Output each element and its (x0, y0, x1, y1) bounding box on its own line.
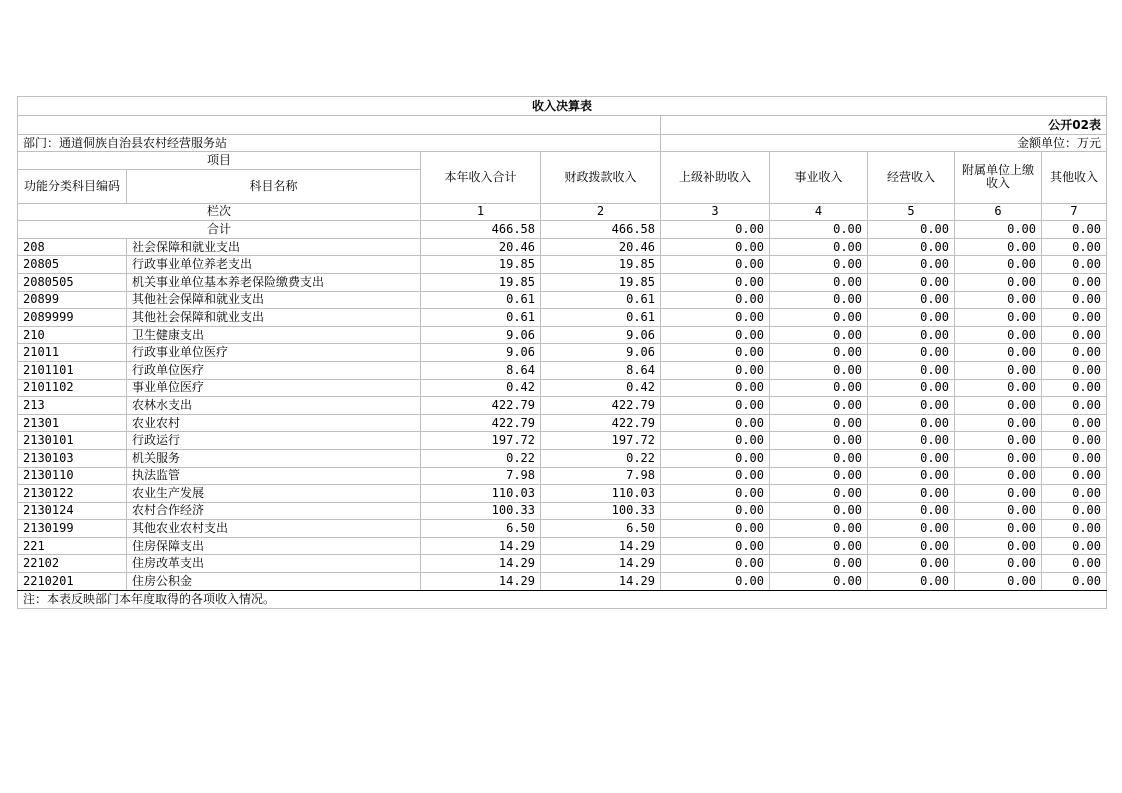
amount-cell: 0.00 (661, 414, 770, 432)
amount-cell: 0.00 (661, 397, 770, 415)
amount-cell: 0.00 (770, 432, 868, 450)
column-number-label: 栏次 (18, 203, 421, 221)
amount-cell: 0.00 (1042, 344, 1107, 362)
amount-cell: 14.29 (421, 537, 541, 555)
unit-label: 金额单位：万元 (661, 135, 1107, 152)
subject-name: 行政事业单位养老支出 (127, 256, 421, 274)
total-value: 466.58 (421, 221, 541, 239)
amount-cell: 0.22 (541, 449, 661, 467)
amount-cell: 0.00 (868, 555, 955, 573)
total-label: 合计 (18, 221, 421, 239)
amount-cell: 0.00 (1042, 555, 1107, 573)
amount-cell: 0.00 (868, 537, 955, 555)
amount-cell: 20.46 (541, 238, 661, 256)
table-row (18, 520, 1107, 538)
amount-cell: 0.00 (661, 537, 770, 555)
amount-cell: 9.06 (421, 344, 541, 362)
amount-cell: 19.85 (421, 256, 541, 274)
subject-name: 执法监管 (127, 467, 421, 485)
amount-cell: 110.03 (541, 485, 661, 503)
amount-cell: 422.79 (541, 414, 661, 432)
column-number: 5 (868, 203, 955, 221)
amount-cell: 0.00 (1042, 485, 1107, 503)
amount-cell: 0.00 (955, 520, 1042, 538)
amount-cell: 0.00 (770, 238, 868, 256)
total-row (18, 221, 1107, 239)
amount-cell: 0.00 (868, 432, 955, 450)
amount-cell: 0.00 (1042, 291, 1107, 309)
table-number: 公开02表 (661, 116, 1107, 135)
amount-cell: 0.00 (1042, 397, 1107, 415)
amount-cell: 0.00 (868, 344, 955, 362)
amount-cell: 0.00 (868, 467, 955, 485)
total-value: 0.00 (955, 221, 1042, 239)
amount-cell: 0.00 (868, 361, 955, 379)
amount-cell: 0.00 (955, 379, 1042, 397)
subject-code: 20805 (18, 256, 127, 274)
table-row (18, 467, 1107, 485)
amount-cell: 8.64 (541, 361, 661, 379)
amount-cell: 0.61 (541, 309, 661, 327)
subject-code: 208 (18, 238, 127, 256)
amount-cell: 14.29 (541, 555, 661, 573)
amount-cell: 0.00 (661, 238, 770, 256)
amount-cell: 0.00 (955, 344, 1042, 362)
table-note: 注：本表反映部门本年度取得的各项收入情况。 (18, 590, 1107, 608)
amount-cell: 0.00 (661, 485, 770, 503)
amount-cell: 0.00 (661, 502, 770, 520)
amount-cell: 9.06 (541, 326, 661, 344)
subject-name: 行政单位医疗 (127, 361, 421, 379)
amount-cell: 19.85 (541, 273, 661, 291)
amount-cell: 0.00 (1042, 379, 1107, 397)
subject-code: 21011 (18, 344, 127, 362)
amount-cell: 0.00 (770, 467, 868, 485)
amount-cell: 0.00 (770, 326, 868, 344)
column-number: 6 (955, 203, 1042, 221)
amount-cell: 0.00 (661, 467, 770, 485)
amount-cell: 0.00 (661, 256, 770, 274)
amount-cell: 0.00 (661, 273, 770, 291)
header-total: 本年收入合计 (421, 152, 541, 204)
subject-code: 2130101 (18, 432, 127, 450)
amount-cell: 14.29 (421, 573, 541, 591)
subject-name: 行政事业单位医疗 (127, 344, 421, 362)
subject-name: 农业生产发展 (127, 485, 421, 503)
header-item: 项目 (18, 152, 421, 170)
amount-cell: 100.33 (421, 502, 541, 520)
table-row (18, 432, 1107, 450)
note-row (18, 590, 1107, 608)
amount-cell: 100.33 (541, 502, 661, 520)
total-value: 0.00 (661, 221, 770, 239)
amount-cell: 0.00 (955, 361, 1042, 379)
amount-cell: 0.42 (421, 379, 541, 397)
subject-code: 2089999 (18, 309, 127, 327)
amount-cell: 0.00 (1042, 467, 1107, 485)
column-number: 7 (1042, 203, 1107, 221)
amount-cell: 197.72 (421, 432, 541, 450)
amount-cell: 0.00 (770, 344, 868, 362)
amount-cell: 0.00 (955, 467, 1042, 485)
amount-cell: 0.00 (770, 379, 868, 397)
amount-cell: 0.00 (868, 309, 955, 327)
table-row (18, 555, 1107, 573)
amount-cell: 0.00 (661, 432, 770, 450)
amount-cell: 20.46 (421, 238, 541, 256)
subject-name: 社会保障和就业支出 (127, 238, 421, 256)
amount-cell: 0.00 (1042, 573, 1107, 591)
table-row (18, 256, 1107, 274)
amount-cell: 0.00 (661, 573, 770, 591)
subject-code: 22102 (18, 555, 127, 573)
subject-name: 农林水支出 (127, 397, 421, 415)
amount-cell: 0.00 (770, 485, 868, 503)
table-title: 收入决算表 (18, 97, 1107, 116)
subject-name: 卫生健康支出 (127, 326, 421, 344)
amount-cell: 0.00 (1042, 309, 1107, 327)
amount-cell: 0.00 (770, 520, 868, 538)
table-row (18, 361, 1107, 379)
amount-cell: 0.22 (421, 449, 541, 467)
amount-cell: 19.85 (541, 256, 661, 274)
total-value: 466.58 (541, 221, 661, 239)
amount-cell: 0.00 (955, 309, 1042, 327)
subject-code: 210 (18, 326, 127, 344)
amount-cell: 422.79 (541, 397, 661, 415)
amount-cell: 0.00 (1042, 273, 1107, 291)
subject-name: 事业单位医疗 (127, 379, 421, 397)
subject-name: 农业农村 (127, 414, 421, 432)
amount-cell: 14.29 (541, 537, 661, 555)
amount-cell: 0.00 (1042, 361, 1107, 379)
amount-cell: 0.00 (955, 432, 1042, 450)
amount-cell: 0.00 (770, 502, 868, 520)
column-number: 1 (421, 203, 541, 221)
amount-cell: 422.79 (421, 397, 541, 415)
subject-name: 其他社会保障和就业支出 (127, 291, 421, 309)
amount-cell: 0.00 (770, 537, 868, 555)
amount-cell: 0.00 (661, 555, 770, 573)
amount-cell: 0.00 (661, 309, 770, 327)
header-affiliate: 附属单位上缴收入 (955, 152, 1042, 204)
amount-cell: 0.00 (955, 397, 1042, 415)
amount-cell: 0.00 (955, 326, 1042, 344)
amount-cell: 0.00 (1042, 414, 1107, 432)
subject-code: 2080505 (18, 273, 127, 291)
amount-cell: 0.00 (1042, 326, 1107, 344)
amount-cell: 0.00 (955, 502, 1042, 520)
subject-name: 机关服务 (127, 449, 421, 467)
subject-code: 2101101 (18, 361, 127, 379)
column-number: 3 (661, 203, 770, 221)
amount-cell: 0.61 (421, 309, 541, 327)
amount-cell: 0.00 (955, 273, 1042, 291)
amount-cell: 197.72 (541, 432, 661, 450)
subject-code: 21301 (18, 414, 127, 432)
amount-cell: 0.00 (770, 573, 868, 591)
table-row (18, 449, 1107, 467)
table-row (18, 537, 1107, 555)
amount-cell: 7.98 (541, 467, 661, 485)
table-row (18, 309, 1107, 327)
amount-cell: 0.00 (868, 273, 955, 291)
header-code: 功能分类科目编码 (18, 169, 127, 203)
amount-cell: 0.00 (868, 502, 955, 520)
subject-code: 2101102 (18, 379, 127, 397)
table-row (18, 344, 1107, 362)
subject-code: 2130199 (18, 520, 127, 538)
subject-code: 20899 (18, 291, 127, 309)
amount-cell: 0.00 (868, 414, 955, 432)
amount-cell: 0.00 (868, 449, 955, 467)
subject-name: 住房保障支出 (127, 537, 421, 555)
subject-name: 行政运行 (127, 432, 421, 450)
amount-cell: 0.00 (1042, 520, 1107, 538)
subject-code: 2130124 (18, 502, 127, 520)
amount-cell: 0.00 (661, 291, 770, 309)
header-name: 科目名称 (127, 169, 421, 203)
amount-cell: 0.00 (868, 379, 955, 397)
income-table (17, 96, 1107, 609)
amount-cell: 0.00 (1042, 537, 1107, 555)
table-row (18, 273, 1107, 291)
amount-cell: 0.00 (955, 238, 1042, 256)
amount-cell: 0.00 (661, 361, 770, 379)
subject-code: 2130122 (18, 485, 127, 503)
amount-cell: 0.00 (955, 414, 1042, 432)
table-row (18, 485, 1107, 503)
amount-cell: 14.29 (421, 555, 541, 573)
table-row (18, 379, 1107, 397)
amount-cell: 0.00 (1042, 238, 1107, 256)
amount-cell: 9.06 (541, 344, 661, 362)
amount-cell: 0.00 (955, 555, 1042, 573)
amount-cell: 0.00 (661, 344, 770, 362)
amount-cell: 6.50 (541, 520, 661, 538)
amount-cell: 0.00 (955, 573, 1042, 591)
amount-cell: 0.00 (868, 520, 955, 538)
amount-cell: 0.00 (868, 291, 955, 309)
amount-cell: 0.00 (770, 361, 868, 379)
table-row (18, 573, 1107, 591)
amount-cell: 0.00 (661, 326, 770, 344)
amount-cell: 0.00 (1042, 449, 1107, 467)
amount-cell: 0.00 (770, 414, 868, 432)
amount-cell: 0.00 (1042, 502, 1107, 520)
column-number: 4 (770, 203, 868, 221)
amount-cell: 6.50 (421, 520, 541, 538)
amount-cell: 0.00 (955, 291, 1042, 309)
amount-cell: 0.00 (770, 256, 868, 274)
subject-name: 住房公积金 (127, 573, 421, 591)
amount-cell: 110.03 (421, 485, 541, 503)
table-row (18, 502, 1107, 520)
table-row (18, 238, 1107, 256)
table-row (18, 414, 1107, 432)
amount-cell: 0.00 (770, 291, 868, 309)
amount-cell: 0.00 (868, 326, 955, 344)
amount-cell: 0.00 (1042, 256, 1107, 274)
amount-cell: 0.00 (868, 485, 955, 503)
table-row (18, 291, 1107, 309)
table-row (18, 397, 1107, 415)
amount-cell: 422.79 (421, 414, 541, 432)
amount-cell: 0.00 (1042, 432, 1107, 450)
column-number-row (18, 203, 1107, 221)
amount-cell: 7.98 (421, 467, 541, 485)
amount-cell: 0.00 (955, 449, 1042, 467)
header-business: 事业收入 (770, 152, 868, 204)
amount-cell: 0.61 (541, 291, 661, 309)
amount-cell: 0.42 (541, 379, 661, 397)
total-value: 0.00 (868, 221, 955, 239)
amount-cell: 0.00 (661, 449, 770, 467)
header-other: 其他收入 (1042, 152, 1107, 204)
column-number: 2 (541, 203, 661, 221)
amount-cell: 0.00 (868, 573, 955, 591)
amount-cell: 9.06 (421, 326, 541, 344)
header-operating: 经营收入 (868, 152, 955, 204)
amount-cell: 0.00 (868, 238, 955, 256)
amount-cell: 0.00 (868, 397, 955, 415)
amount-cell: 0.61 (421, 291, 541, 309)
subject-code: 2210201 (18, 573, 127, 591)
header-fiscal: 财政拨款收入 (541, 152, 661, 204)
subject-name: 机关事业单位基本养老保险缴费支出 (127, 273, 421, 291)
amount-cell: 0.00 (770, 273, 868, 291)
department-label: 部门：通道侗族自治县农村经营服务站 (18, 135, 661, 152)
total-value: 0.00 (1042, 221, 1107, 239)
subject-name: 其他农业农村支出 (127, 520, 421, 538)
subject-code: 213 (18, 397, 127, 415)
table-row (18, 326, 1107, 344)
amount-cell: 0.00 (955, 537, 1042, 555)
amount-cell: 0.00 (868, 256, 955, 274)
subject-name: 住房改革支出 (127, 555, 421, 573)
amount-cell: 14.29 (541, 573, 661, 591)
blank-cell (18, 116, 661, 135)
amount-cell: 0.00 (770, 449, 868, 467)
amount-cell: 0.00 (661, 520, 770, 538)
subject-name: 农村合作经济 (127, 502, 421, 520)
amount-cell: 0.00 (661, 379, 770, 397)
amount-cell: 0.00 (770, 555, 868, 573)
subject-code: 2130110 (18, 467, 127, 485)
subject-code: 2130103 (18, 449, 127, 467)
subject-name: 其他社会保障和就业支出 (127, 309, 421, 327)
amount-cell: 8.64 (421, 361, 541, 379)
total-value: 0.00 (770, 221, 868, 239)
income-statement-sheet (17, 96, 1106, 609)
amount-cell: 0.00 (955, 485, 1042, 503)
subject-code: 221 (18, 537, 127, 555)
amount-cell: 19.85 (421, 273, 541, 291)
amount-cell: 0.00 (770, 397, 868, 415)
amount-cell: 0.00 (770, 309, 868, 327)
header-superior: 上级补助收入 (661, 152, 770, 204)
amount-cell: 0.00 (955, 256, 1042, 274)
